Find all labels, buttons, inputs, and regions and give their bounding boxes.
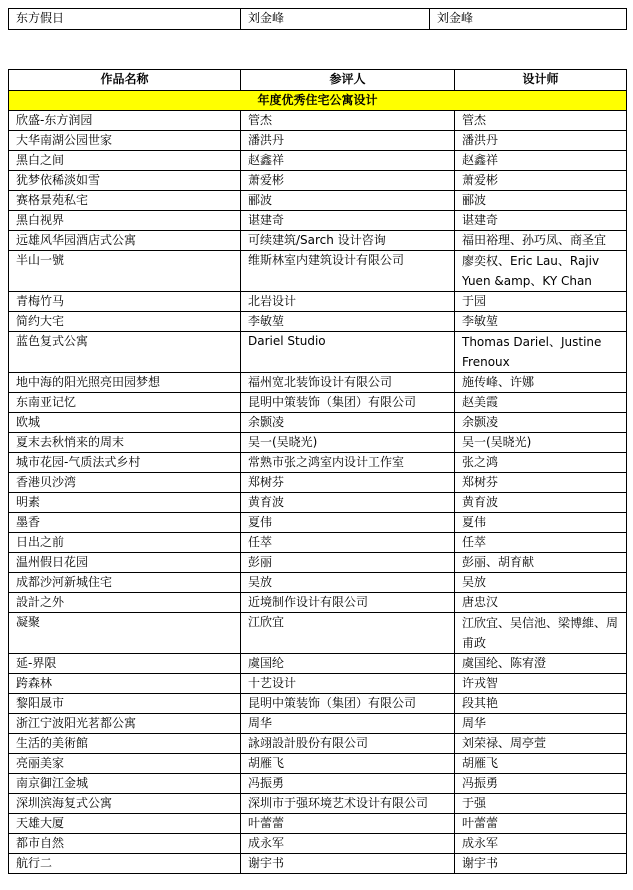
table-row [9, 573, 627, 593]
cell-work-name: 青梅竹马 [9, 292, 241, 312]
cell-designer: 唐忠汉 [455, 593, 627, 613]
header-row [9, 70, 627, 91]
cell-designer: 段其艳 [455, 694, 627, 714]
cell-participant: 冯振勇 [241, 774, 455, 794]
cell-participant: Dariel Studio [241, 332, 455, 373]
table-row [9, 854, 627, 874]
cell-designer: 夏伟 [455, 513, 627, 533]
cell-designer: 萧爱彬 [455, 171, 627, 191]
table-row [9, 413, 627, 433]
cell-participant: 维斯林室内建筑设计有限公司 [241, 251, 455, 292]
cell-work-name: 黑白视界 [9, 211, 241, 231]
cell-work-name: 蓝色复式公寓 [9, 332, 241, 373]
cell-participant: 詠翊設計股份有限公司 [241, 734, 455, 754]
cell-work-name: 大华南湖公园世家 [9, 131, 241, 151]
top-cell: 东方假日 [9, 9, 241, 30]
cell-designer: 施传峰、许娜 [455, 373, 627, 393]
cell-designer: 廖奕权、Eric Lau、Rajiv Yuen &amp、KY Chan [455, 251, 627, 292]
cell-designer: 潘洪丹 [455, 131, 627, 151]
cell-participant: 赵鑫祥 [241, 151, 455, 171]
cell-designer: 胡雁飞 [455, 754, 627, 774]
cell-work-name: 延-界限 [9, 654, 241, 674]
table-row [9, 171, 627, 191]
cell-work-name: 航行二 [9, 854, 241, 874]
table-row [9, 654, 627, 674]
cell-work-name: 成都沙河新城住宅 [9, 573, 241, 593]
cell-work-name: 跨森林 [9, 674, 241, 694]
cell-designer: 谌建奇 [455, 211, 627, 231]
cell-work-name: 温州假日花园 [9, 553, 241, 573]
cell-work-name: 明素 [9, 493, 241, 513]
cell-participant: 昆明中策装饰（集团）有限公司 [241, 393, 455, 413]
cell-participant: 吴放 [241, 573, 455, 593]
cell-designer: 李敏堃 [455, 312, 627, 332]
table-row [9, 332, 627, 373]
cell-work-name: 城市花园-气质法式乡村 [9, 453, 241, 473]
cell-participant: 夏伟 [241, 513, 455, 533]
cell-designer: 刘荣禄、周亭萱 [455, 734, 627, 754]
cell-participant: 谌建奇 [241, 211, 455, 231]
cell-work-name: 日出之前 [9, 533, 241, 553]
cell-participant: 成永军 [241, 834, 455, 854]
table-row [9, 312, 627, 332]
section-title: 年度优秀住宅公寓设计 [9, 91, 627, 111]
cell-participant: 可续建筑/Sarch 设计咨询 [241, 231, 455, 251]
cell-work-name: 深圳滨海复式公寓 [9, 794, 241, 814]
cell-designer: 管杰 [455, 111, 627, 131]
cell-work-name: 浙江宁波阳光茗都公寓 [9, 714, 241, 734]
cell-participant: 深圳市于强环境艺术设计有限公司 [241, 794, 455, 814]
cell-work-name: 生活的美術館 [9, 734, 241, 754]
table-row [9, 794, 627, 814]
table-row [9, 513, 627, 533]
cell-designer: 黄育波 [455, 493, 627, 513]
cell-work-name: 凝聚 [9, 613, 241, 654]
cell-designer: 吴一(吴晓光) [455, 433, 627, 453]
cell-participant: 谢宇书 [241, 854, 455, 874]
table-row [9, 211, 627, 231]
cell-work-name: 夏末去秋悄来的周末 [9, 433, 241, 453]
cell-participant: 周华 [241, 714, 455, 734]
table-row [9, 674, 627, 694]
awards-table [8, 69, 627, 874]
cell-participant: 福州宽北装饰设计有限公司 [241, 373, 455, 393]
cell-designer: 郑树芬 [455, 473, 627, 493]
cell-designer: 江欣宜、吴信池、梁博維、周甫政 [455, 613, 627, 654]
table-row [9, 714, 627, 734]
cell-designer: 虞国纶、陈宥澄 [455, 654, 627, 674]
cell-participant: 彭丽 [241, 553, 455, 573]
cell-designer: 余颢凌 [455, 413, 627, 433]
cell-work-name: 犹梦依稀淡如雪 [9, 171, 241, 191]
cell-participant: 任萃 [241, 533, 455, 553]
cell-designer: 谢宇书 [455, 854, 627, 874]
cell-designer: 成永军 [455, 834, 627, 854]
cell-work-name: 香港贝沙湾 [9, 473, 241, 493]
top-table [8, 8, 627, 30]
header-designer: 设计师 [455, 70, 627, 91]
cell-work-name: 远雄风华园酒店式公寓 [9, 231, 241, 251]
cell-work-name: 亮丽美家 [9, 754, 241, 774]
cell-participant: 近境制作设计有限公司 [241, 593, 455, 613]
table-row [9, 553, 627, 573]
cell-designer: 于园 [455, 292, 627, 312]
table-row [9, 433, 627, 453]
cell-designer: 于强 [455, 794, 627, 814]
cell-participant: 郦波 [241, 191, 455, 211]
cell-participant: 余颢凌 [241, 413, 455, 433]
table-row [9, 814, 627, 834]
cell-participant: 吴一(吴晓光) [241, 433, 455, 453]
header-participant: 参评人 [241, 70, 455, 91]
table-row [9, 473, 627, 493]
table-row [9, 533, 627, 553]
cell-designer: 许戎智 [455, 674, 627, 694]
table-row [9, 151, 627, 171]
cell-designer: 周华 [455, 714, 627, 734]
cell-designer: Thomas Dariel、Justine Frenoux [455, 332, 627, 373]
section-row [9, 91, 627, 111]
table-row [9, 613, 627, 654]
cell-designer: 彭丽、胡育献 [455, 553, 627, 573]
cell-designer: 郦波 [455, 191, 627, 211]
cell-participant: 虞国纶 [241, 654, 455, 674]
cell-participant: 郑树芬 [241, 473, 455, 493]
cell-work-name: 黑白之间 [9, 151, 241, 171]
cell-participant: 叶蕾蕾 [241, 814, 455, 834]
table-row [9, 754, 627, 774]
cell-participant: 十艺设计 [241, 674, 455, 694]
cell-participant: 江欣宜 [241, 613, 455, 654]
cell-work-name: 欧城 [9, 413, 241, 433]
cell-designer: 冯振勇 [455, 774, 627, 794]
table-row [9, 292, 627, 312]
cell-participant: 常熟市张之鸿室内设计工作室 [241, 453, 455, 473]
header-work-name: 作品名称 [9, 70, 241, 91]
cell-work-name: 赛格景苑私宅 [9, 191, 241, 211]
cell-participant: 胡雁飞 [241, 754, 455, 774]
cell-designer: 张之鸿 [455, 453, 627, 473]
cell-designer: 福田裕理、孙巧凤、商圣宜 [455, 231, 627, 251]
cell-work-name: 天雄大厦 [9, 814, 241, 834]
table-row [9, 131, 627, 151]
cell-work-name: 墨香 [9, 513, 241, 533]
cell-work-name: 欣盛-东方润园 [9, 111, 241, 131]
cell-participant: 黄育波 [241, 493, 455, 513]
table-row [9, 373, 627, 393]
cell-participant: 潘洪丹 [241, 131, 455, 151]
table-row [9, 393, 627, 413]
top-cell: 刘金峰 [430, 9, 627, 30]
top-cell: 刘金峰 [241, 9, 430, 30]
cell-designer: 叶蕾蕾 [455, 814, 627, 834]
cell-work-name: 都市自然 [9, 834, 241, 854]
cell-work-name: 南京御江金城 [9, 774, 241, 794]
cell-designer: 任萃 [455, 533, 627, 553]
cell-work-name: 設計之外 [9, 593, 241, 613]
table-row [9, 453, 627, 473]
table-row [9, 734, 627, 754]
table-row [9, 593, 627, 613]
cell-work-name: 半山一號 [9, 251, 241, 292]
cell-work-name: 东南亚记忆 [9, 393, 241, 413]
cell-participant: 李敏堃 [241, 312, 455, 332]
table-row [9, 834, 627, 854]
table-row [9, 774, 627, 794]
cell-work-name: 黎阳晟市 [9, 694, 241, 714]
cell-designer: 赵鑫祥 [455, 151, 627, 171]
table-body [9, 91, 627, 874]
table-row [9, 111, 627, 131]
cell-participant: 北岩设计 [241, 292, 455, 312]
cell-participant: 管杰 [241, 111, 455, 131]
table-row [9, 251, 627, 292]
cell-work-name: 简约大宅 [9, 312, 241, 332]
cell-designer: 赵美霞 [455, 393, 627, 413]
table-row [9, 231, 627, 251]
table-row [9, 694, 627, 714]
cell-designer: 吴放 [455, 573, 627, 593]
table-row [9, 493, 627, 513]
table-row [9, 191, 627, 211]
cell-participant: 昆明中策装饰（集团）有限公司 [241, 694, 455, 714]
top-row [9, 9, 627, 30]
cell-participant: 萧爱彬 [241, 171, 455, 191]
cell-work-name: 地中海的阳光照亮田园梦想 [9, 373, 241, 393]
